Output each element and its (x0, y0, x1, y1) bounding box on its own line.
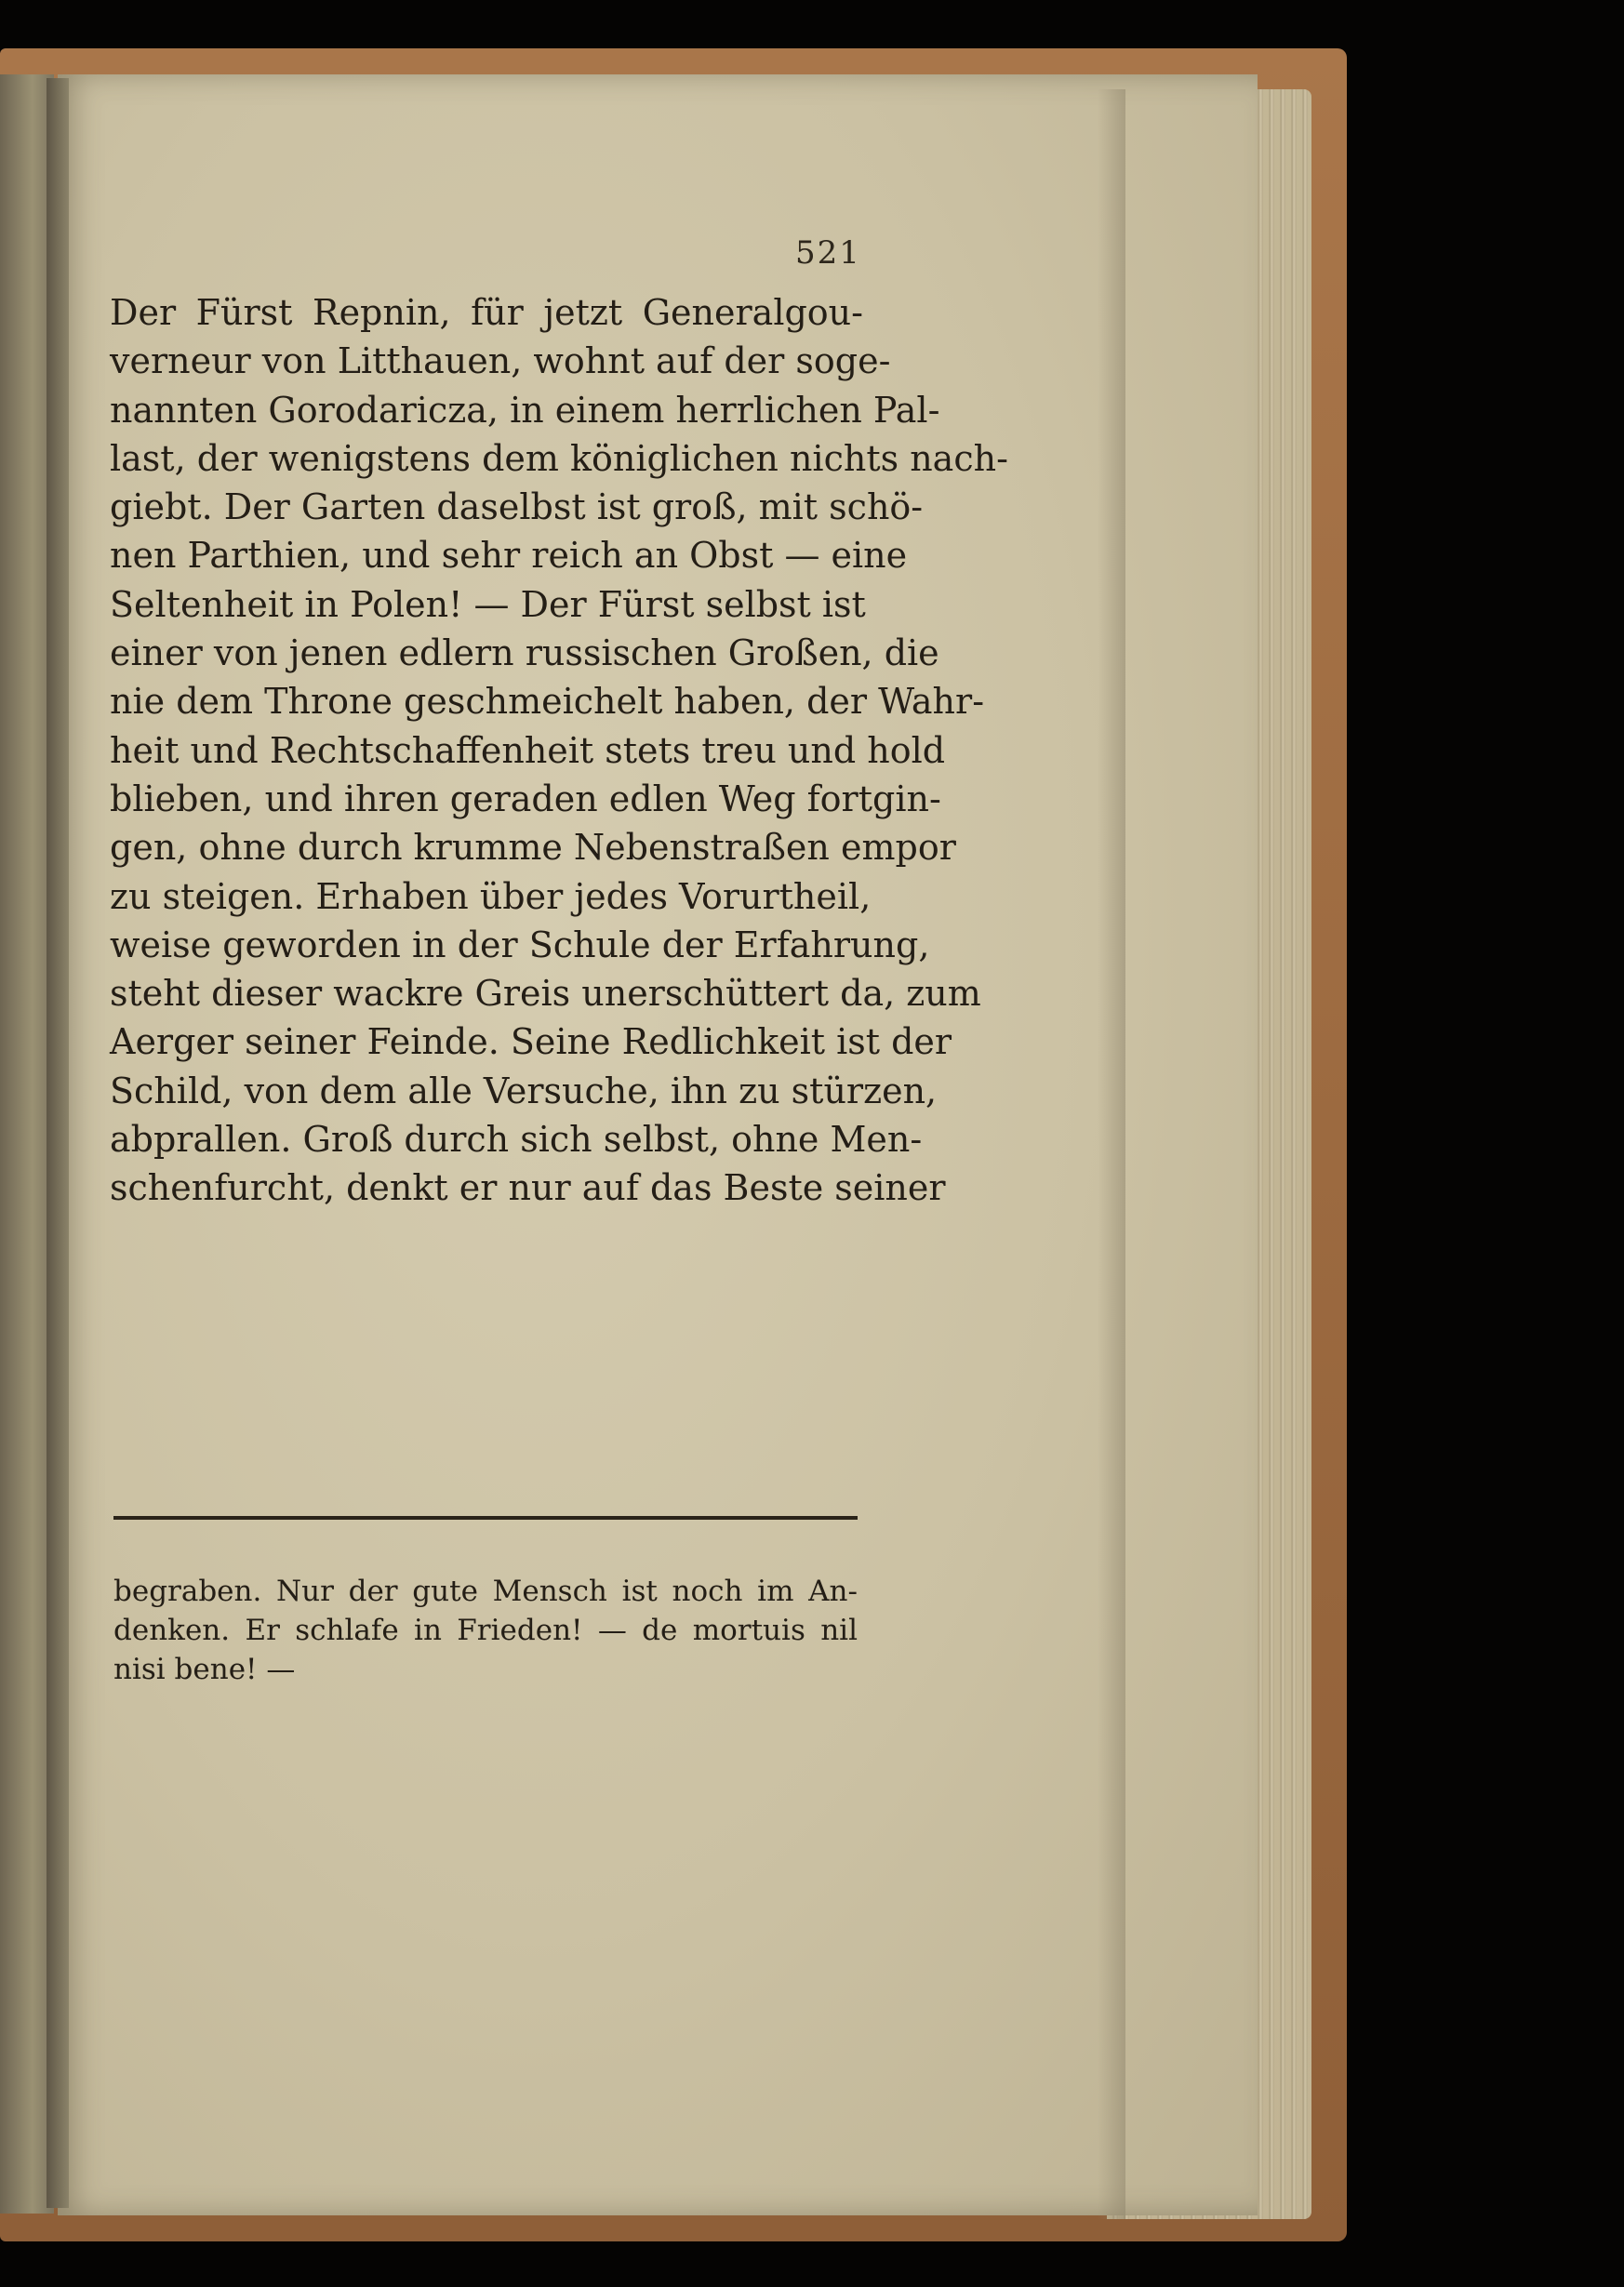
text-line: nannten Gorodaricza, in einem herrlichen Pal- (110, 389, 940, 431)
text-line: verneur von Litthauen, wohnt auf der soge- (110, 340, 891, 382)
page-edge-shadow (1098, 89, 1125, 2219)
text-line: blieben, und ihren geraden edlen Weg fortgin- (110, 778, 941, 819)
text-line: last, der wenigstens dem königlichen nichts nach- (110, 437, 1008, 479)
page-number: 521 (795, 234, 861, 272)
text-line: giebt. Der Garten daselbst ist groß, mit schö- (110, 486, 924, 528)
text-line: Der Fürst Repnin, für jetzt Generalgou- (110, 292, 863, 333)
text-line: zu steigen. Erhaben über jedes Vorurtheil, (110, 875, 872, 917)
body-text (110, 288, 1008, 1213)
text-line: heit und Rechtschaffenheit stets treu und hold (110, 729, 946, 771)
text-line: Aerger seiner Feinde. Seine Redlichkeit ist der (110, 1021, 952, 1063)
text-line: nen Parthien, und sehr reich an Obst — eine (110, 535, 908, 577)
spine-gutter (47, 78, 69, 2208)
text-line: Seltenheit in Polen! — Der Fürst selbst ist (110, 583, 866, 625)
text-line: nie dem Throne geschmeichelt haben, der Wahr- (110, 681, 985, 723)
footnote-line: nisi bene! — (113, 1653, 296, 1686)
text-line: abprallen. Groß durch sich selbst, ohne Men- (110, 1119, 923, 1161)
text-line: Schild, von dem alle Versuche, ihn zu stürzen, (110, 1070, 938, 1111)
text-line: weise geworden in der Schule der Erfahrung, (110, 924, 930, 965)
footnote-line: denken. Er schlafe in Frieden! — de mortuis nil (113, 1614, 858, 1647)
text-line: steht dieser wackre Greis unerschüttert da, zum (110, 973, 981, 1015)
footnote-separator (113, 1516, 858, 1520)
text-line: einer von jenen edlern russischen Großen, die (110, 632, 939, 674)
footnote (113, 1572, 858, 1689)
text-line: schenfurcht, denkt er nur auf das Beste seiner (110, 1167, 946, 1209)
text-line: gen, ohne durch krumme Nebenstraßen empor (110, 827, 956, 869)
footnote-line: begraben. Nur der gute Mensch ist noch im An- (113, 1575, 858, 1608)
